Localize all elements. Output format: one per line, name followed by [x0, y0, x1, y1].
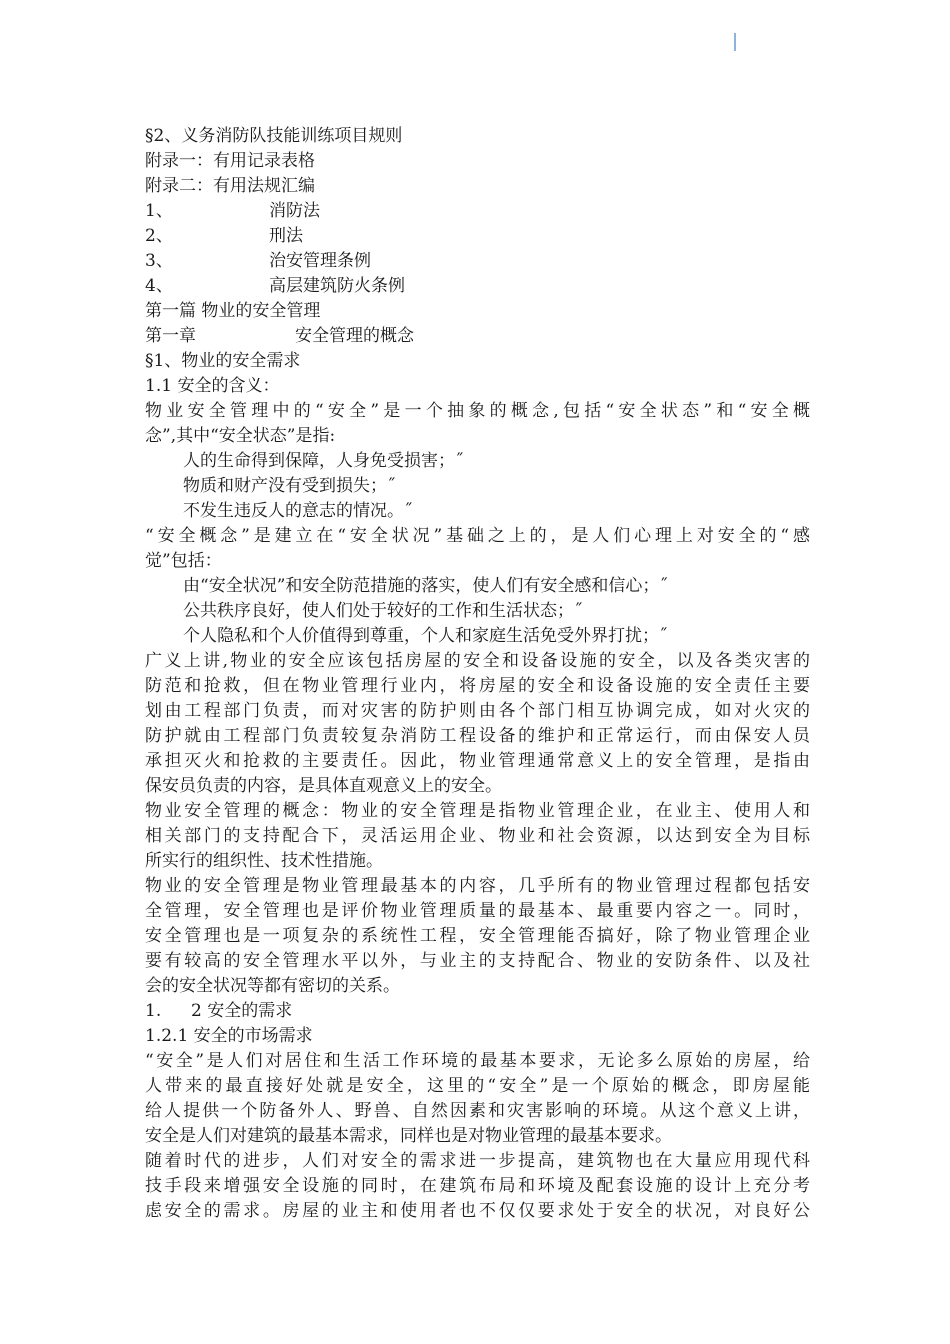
law-name: 治安管理条例 — [269, 251, 371, 271]
document-body — [145, 124, 810, 1224]
subsection-title: 2 安全的需求 — [191, 1001, 293, 1021]
paragraph-line: 安全是人们对建筑的最基本需求，同样也是对物业管理的最基本要求。 — [145, 1126, 672, 1146]
paragraph-line: 防范和抢救，但在物业管理行业内，将房屋的安全和设备设施的安全责任主要 — [145, 676, 810, 696]
list-item: 不发生违反人的意志的情况。˝ — [183, 501, 413, 521]
paragraph-line: 会的安全状况等都有密切的关系。 — [145, 976, 400, 996]
appendix-2-line: 附录二：有用法规汇编 — [145, 176, 315, 196]
list-item: 个人隐私和个人价值得到尊重，个人和家庭生活免受外界打扰；˝ — [183, 626, 668, 646]
paragraph-line: “安全概念”是建立在“安全状况”基础之上的，是人们心理上对安全的“感 — [145, 526, 810, 546]
paragraph-line: 人带来的最直接好处就是安全，这里的“安全”是一个原始的概念，即房屋能 — [145, 1076, 810, 1096]
paragraph-line: 保安员负责的内容，是具体直观意义上的安全。 — [145, 776, 502, 796]
law-item — [145, 224, 810, 249]
paragraph-line: 安全管理也是一项复杂的系统性工程，安全管理能否搞好，除了物业管理企业 — [145, 926, 810, 946]
paragraph-line: 随着时代的进步，人们对安全的需求进一步提高，建筑物也在大量应用现代科 — [145, 1151, 810, 1171]
toc-line: §2、义务消防队技能训练项目规则 — [145, 126, 403, 146]
paragraph-line: 给人提供一个防备外人、野兽、自然因素和灾害影响的环境。从这个意义上讲， — [145, 1101, 810, 1121]
paragraph-line: 物业安全管理的概念：物业的安全管理是指物业管理企业，在业主、使用人和 — [145, 801, 810, 821]
chapter-number: 第一章 — [145, 326, 196, 346]
paragraph-line: 相关部门的支持配合下，灵活运用企业、物业和社会资源，以达到安全为目标 — [145, 826, 810, 846]
paragraph-line: 全管理，安全管理也是评价物业管理质量的最基本、最重要内容之一。同时， — [145, 901, 810, 921]
paragraph-line: 广义上讲,物业的安全应该包括房屋的安全和设备设施的安全，以及各类灾害的 — [145, 651, 810, 671]
paragraph-line: 物业安全管理中的“安全”是一个抽象的概念,包括“安全状态”和“安全概 — [145, 401, 810, 421]
list-item: 人的生命得到保障，人身免受损害；˝ — [183, 451, 464, 471]
law-item — [145, 274, 810, 299]
paragraph-line: 技手段来增强安全设施的同时，在建筑布局和环境及配套设施的设计上充分考 — [145, 1176, 810, 1196]
law-name: 高层建筑防火条例 — [269, 276, 405, 296]
paragraph-line: 虑安全的需求。房屋的业主和使用者也不仅仅要求处于安全的状况，对良好公 — [145, 1201, 810, 1221]
list-item: 由“安全状况”和安全防范措施的落实，使人们有安全感和信心；˝ — [183, 576, 668, 596]
paragraph-line: 要有较高的安全管理水平以外，与业主的支持配合、物业的安防条件、以及社 — [145, 951, 810, 971]
subsection-heading: 1.2.1 安全的市场需求 — [145, 1026, 313, 1046]
list-item: 公共秩序良好，使人们处于较好的工作和生活状态；˝ — [183, 601, 583, 621]
section-heading: §1、物业的安全需求 — [145, 351, 301, 371]
paragraph-line: “安全”是人们对居住和生活工作环境的最基本要求，无论多么原始的房屋，给 — [145, 1051, 810, 1071]
paragraph-line: 觉”包括： — [145, 551, 222, 571]
paragraph-line: 念”,其中“安全状态”是指: — [145, 426, 336, 446]
subsection-heading: 1.1 安全的含义： — [145, 376, 280, 396]
list-item: 物质和财产没有受到损失；˝ — [183, 476, 396, 496]
paragraph-line: 承担灭火和抢救的主要责任。因此，物业管理通常意义上的安全管理，是指由 — [145, 751, 810, 771]
chapter-title: 安全管理的概念 — [295, 326, 414, 346]
law-item — [145, 199, 810, 224]
law-number: 1、 — [145, 201, 173, 221]
text-cursor — [734, 33, 736, 51]
paragraph-line: 物业的安全管理是物业管理最基本的内容，几乎所有的物业管理过程都包括安 — [145, 876, 810, 896]
paragraph-line: 划由工程部门负责，而对灾害的防护则由各个部门相互协调完成，如对火灾的 — [145, 701, 810, 721]
part-title: 第一篇 物业的安全管理 — [145, 301, 321, 321]
law-number: 4、 — [145, 276, 173, 296]
paragraph-line: 所实行的组织性、技术性措施。 — [145, 851, 383, 871]
law-number: 2、 — [145, 226, 173, 246]
appendix-1-line: 附录一：有用记录表格 — [145, 151, 315, 171]
law-number: 3、 — [145, 251, 173, 271]
paragraph-line: 防护就由工程部门负责较复杂消防工程设备的维护和正常运行，而由保安人员 — [145, 726, 810, 746]
subsection-number: 1. — [145, 1001, 162, 1021]
law-item — [145, 249, 810, 274]
subsection-heading — [145, 999, 810, 1024]
law-name: 消防法 — [269, 201, 320, 221]
law-name: 刑法 — [269, 226, 303, 246]
chapter-heading — [145, 324, 810, 349]
